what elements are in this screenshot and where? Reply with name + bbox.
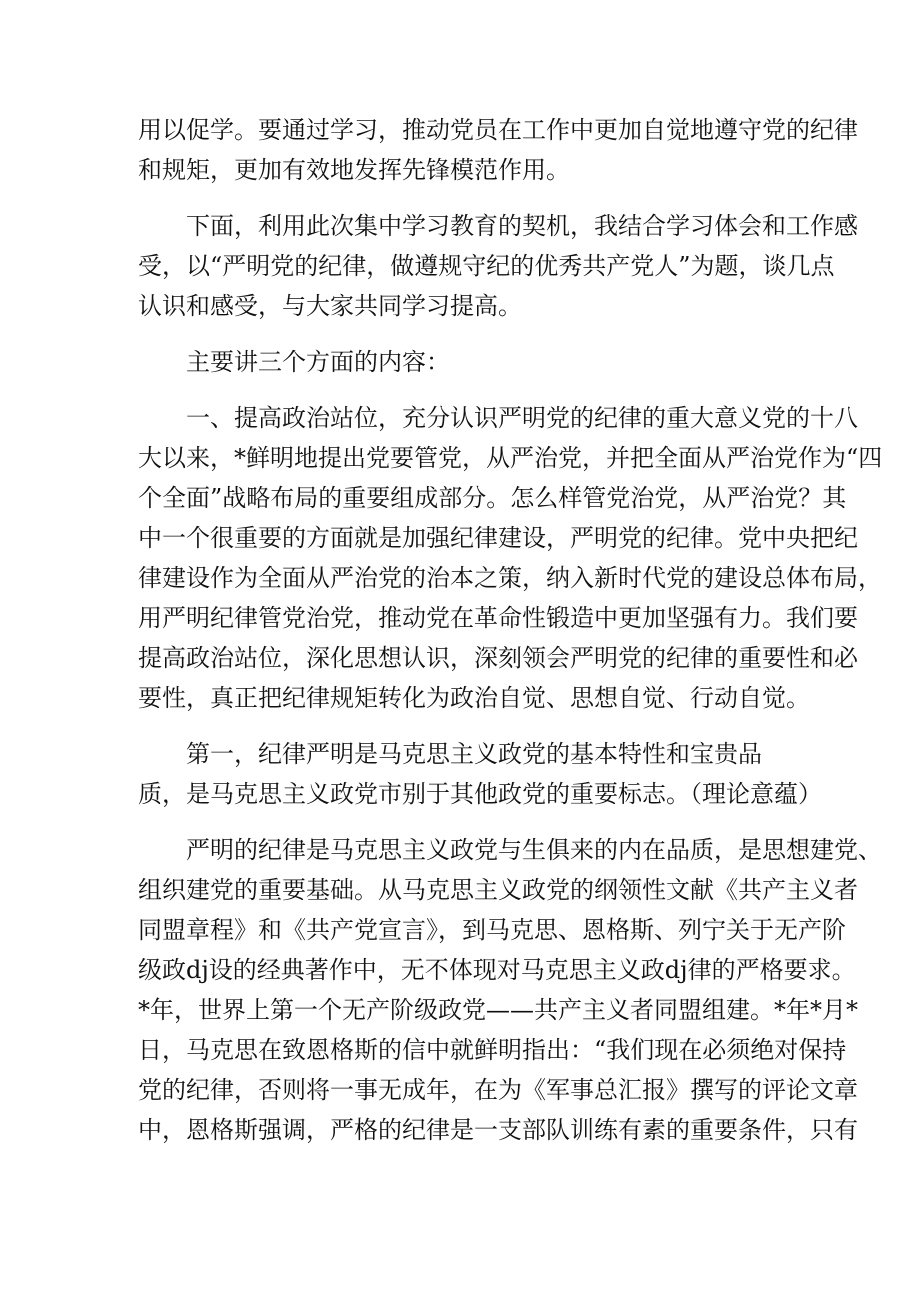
text-line: 受，以“严明党的纪律，做遵规守纪的优秀共产党人”为题，谈几点 <box>138 252 835 280</box>
text-line: 组织建党的重要基础。从马克思主义政党的纲领性文献《共产主义者 <box>138 876 858 904</box>
text-line: *年，世界上第一个无产阶级政党——共产主义者同盟组建。*年*月* <box>138 996 858 1024</box>
text-line: 级政dj设的经典著作中，无不体现对马克思主义政dj律的严格要求。 <box>138 956 856 984</box>
text-line: 认识和感受，与大家共同学习提高。 <box>138 292 522 320</box>
text-line: 大以来，*鲜明地提出党要管党，从严治党，并把全面从严治党作为“四 <box>138 444 883 472</box>
text-line: 律建设作为全面从严治党的治本之策，纳入新时代党的建设总体布局， <box>138 564 882 592</box>
text-line: 主要讲三个方面的内容： <box>186 348 450 376</box>
text-line: 严明的纪律是马克思主义政党与生俱来的内在品质，是思想建党、 <box>186 836 882 864</box>
text-line: 质，是马克思主义政党市别于其他政党的重要标志。（理论意蕴） <box>138 780 822 808</box>
text-line: 日，马克思在致恩格斯的信中就鲜明指出：“我们现在必须绝对保持 <box>138 1036 847 1064</box>
text-line: 下面，利用此次集中学习教育的契机，我结合学习体会和工作感 <box>186 212 858 240</box>
text-line: 党的纪律，否则将一事无成年，在为《军事总汇报》撰写的评论文章 <box>138 1076 858 1104</box>
text-line: 中，恩格斯强调，严格的纪律是一支部队训练有素的重要条件，只有 <box>138 1116 858 1144</box>
text-line: 一、提高政治站位，充分认识严明党的纪律的重大意义党的十八 <box>186 404 858 432</box>
text-line: 用以促学。要通过学习，推动党员在工作中更加自觉地遵守党的纪律 <box>138 116 858 144</box>
text-line: 个全面”战略布局的重要组成部分。怎么样管党治党，从严治党？其 <box>138 484 847 512</box>
text-line: 用严明纪律管党治党，推动党在革命性锻造中更加坚强有力。我们要 <box>138 604 858 632</box>
document-body <box>138 110 883 1150</box>
text-line: 第一，纪律严明是马克思主义政党的基本特性和宝贵品 <box>186 740 762 768</box>
text-line: 和规矩，更加有效地发挥先锋模范作用。 <box>138 156 570 184</box>
text-line: 要性，真正把纪律规矩转化为政治自觉、思想自觉、行动自觉。 <box>138 684 810 712</box>
text-line: 中一个很重要的方面就是加强纪律建设，严明党的纪律。党中央把纪 <box>138 524 858 552</box>
text-line: 提高政治站位，深化思想认识，深刻领会严明党的纪律的重要性和必 <box>138 644 858 672</box>
text-line: 同盟章程》和《共产党宣言》，到马克思、恩格斯、列宁关于无产阶 <box>138 916 846 944</box>
